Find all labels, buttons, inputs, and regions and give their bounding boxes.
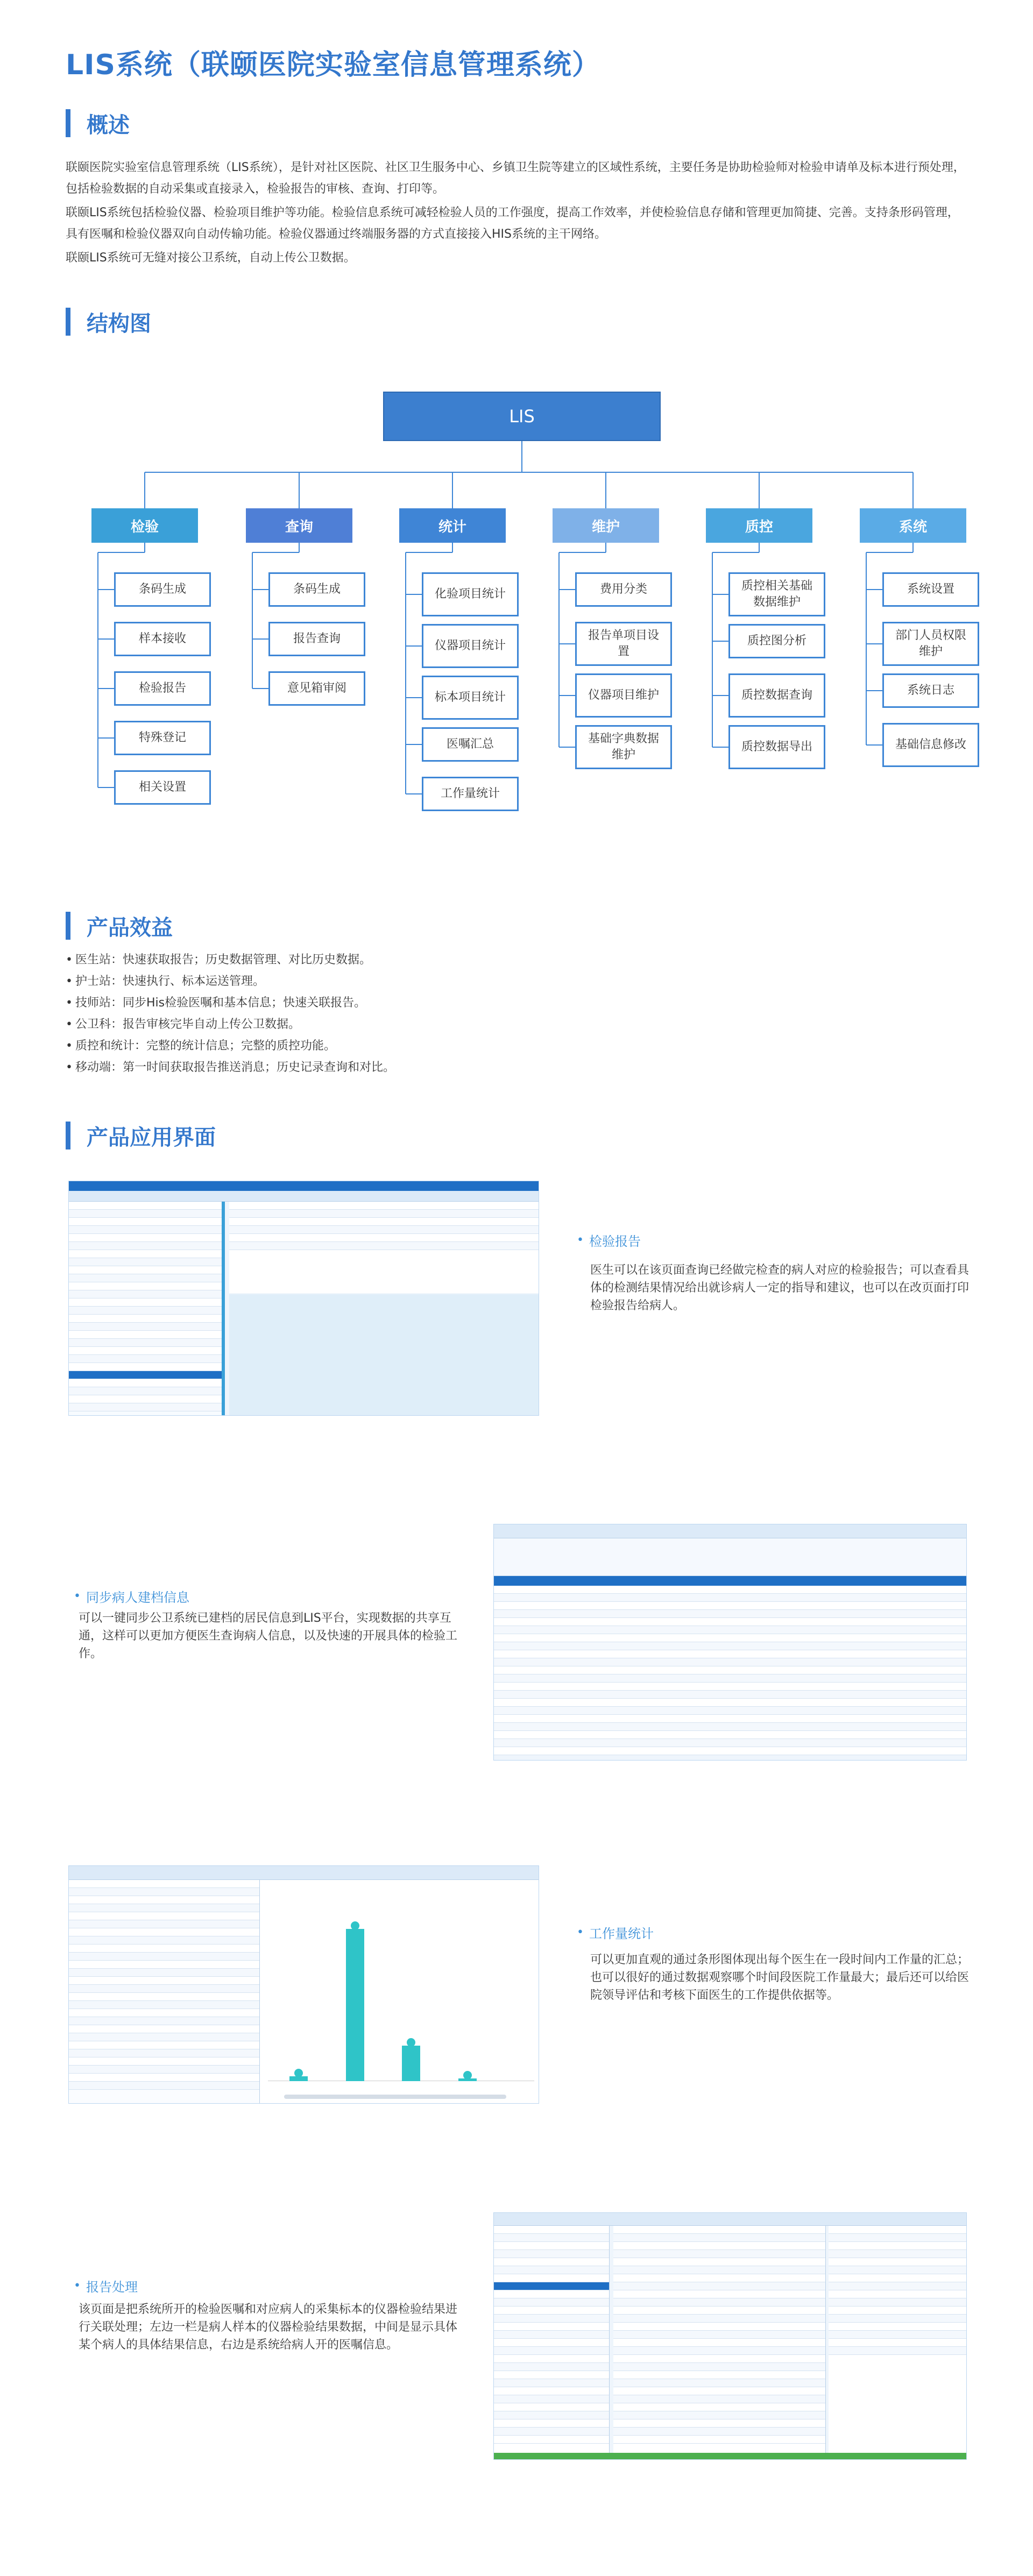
structure-leaf-5-3: 基础信息修改 [882,723,979,767]
table-row[interactable] [613,2266,825,2274]
table-row[interactable] [494,1723,966,1731]
table-row[interactable] [613,2347,825,2355]
table-row[interactable] [69,1928,259,1936]
table-row[interactable] [494,2323,609,2331]
table-row[interactable] [494,1658,966,1666]
structure-category-0: 检验 [91,508,198,543]
overview-heading [66,109,130,137]
feature-title-inspection-report [577,1231,641,1250]
table-row[interactable] [613,2307,825,2315]
workload-screenshot [68,1865,539,2104]
table-row[interactable] [69,1920,259,1928]
benefits-list [66,949,967,1078]
table-row[interactable] [829,2266,966,2274]
table-row[interactable] [69,1266,224,1274]
structure-leaf-2-3: 医嘱汇总 [422,727,519,762]
table-row[interactable] [829,2250,966,2258]
structure-leaf-4-0: 质控相关基础数据维护 [728,572,825,616]
table-row[interactable] [69,1904,259,1912]
table-row[interactable] [494,1747,966,1755]
table-row[interactable] [69,1395,224,1403]
table-row[interactable] [494,2274,609,2282]
table-row[interactable] [229,1202,539,1210]
table-row[interactable] [494,1618,966,1626]
table-row[interactable] [69,1274,224,1282]
structure-leaf-1-2: 意见箱审阅 [268,671,365,706]
table-row[interactable] [69,2082,259,2090]
overview-heading-text: 概述 [87,112,130,138]
table-row[interactable] [613,2274,825,2282]
table-row[interactable] [613,2419,825,2428]
table-row[interactable] [69,1969,259,1977]
structure-leaf-5-1: 部门人员权限维护 [882,622,979,666]
benefit-item: • 技师站：同步His检验医嘱和基本信息；快速关联报告。 [66,992,967,1014]
table-row[interactable] [69,2066,259,2074]
table-row[interactable] [494,1626,966,1634]
screenshot-result-panel [613,2226,826,2453]
structure-leaf-1-1: 报告查询 [268,622,365,656]
table-row[interactable] [69,1363,224,1371]
table-row[interactable] [829,2282,966,2290]
heading-accent-bar [66,912,70,940]
bullet-dot-icon: • [74,2279,81,2293]
feature-desc-workload: 可以更加直观的通过条形图体现出每个医生在一段时间内工作量的汇总；也可以很好的通过数据观察哪个时间段医院工作量最大；最后还可以给医院领导评估和考核下面医生的工作提供依据等。 [590,1953,970,2002]
table-row[interactable] [494,1674,966,1683]
table-row[interactable] [494,1739,966,1747]
table-row[interactable] [613,2355,825,2363]
table-row[interactable] [69,1945,259,1953]
table-row[interactable] [69,2074,259,2082]
feature-desc-report-processing: 该页面是把系统所开的检验医嘱和对应病人的采集标本的仪器检验结果进行关联处理；左边一栏是病人样本的仪器检验结果数据，中间是显示具体某个病人的具体结果信息，右边是系统给病人开的医嘱信息。 [79,2303,458,2352]
table-row[interactable] [494,2331,609,2339]
table-row[interactable] [494,2355,609,2363]
structure-leaf-3-2: 仪器项目维护 [575,673,672,718]
table-row[interactable] [494,2290,609,2298]
table-row[interactable] [69,1290,224,1298]
table-row[interactable] [613,2242,825,2250]
table-row[interactable] [613,2371,825,2379]
feature-desc-patient-sync: 可以一键同步公卫系统已建档的居民信息到LIS平台，实现数据的共享互通，这样可以更加方便医生查询病人信息，以及快速的开展具体的检验工作。 [79,1612,458,1660]
structure-leaf-1-0: 条码生成 [268,572,365,607]
table-row[interactable] [494,2363,609,2371]
screenshot-titlebar [69,1181,539,1191]
table-row[interactable] [494,1699,966,1707]
table-row[interactable] [494,1731,966,1739]
table-row[interactable] [494,1634,966,1642]
table-row[interactable] [613,2387,825,2395]
heading-accent-bar [66,308,70,336]
table-row[interactable] [494,1642,966,1650]
table-row[interactable] [613,2298,825,2307]
table-row[interactable] [69,1218,224,1226]
table-row[interactable] [494,1666,966,1674]
table-row[interactable] [69,1250,224,1258]
table-row[interactable] [69,2009,259,2017]
table-row[interactable] [69,1315,224,1323]
table-row[interactable] [494,2339,609,2347]
table-row[interactable] [229,1218,539,1226]
table-row[interactable] [494,1586,966,1594]
screenshot-sample-list [69,1202,225,1415]
structure-leaf-4-1: 质控图分析 [728,624,825,658]
table-row[interactable] [494,1594,966,1602]
structure-heading [66,308,151,336]
structure-leaf-2-0: 化验项目统计 [422,572,519,616]
table-row[interactable] [69,1307,224,1315]
table-row[interactable] [494,2234,609,2242]
page-title: LIS系统（联颐医院实验室信息管理系统） [66,49,600,81]
screenshot-toolbar [69,1191,539,1202]
patient-sync-screenshot [493,1524,967,1761]
table-row[interactable] [69,1387,224,1395]
table-row[interactable] [69,1323,224,1331]
structure-leaf-3-1: 报告单项目设置 [575,622,672,666]
table-row[interactable] [69,1242,224,1250]
screenshot-toolbar [494,1524,966,1538]
feature-title-workload [577,1923,654,1942]
table-row[interactable] [229,1210,539,1218]
feature-title-text: 报告处理 [86,2280,138,2295]
table-row[interactable] [829,2274,966,2282]
table-row[interactable] [613,2315,825,2323]
report-processing-screenshot [493,2212,967,2460]
table-row[interactable] [69,2017,259,2025]
table-row[interactable] [494,2395,609,2403]
table-row[interactable] [69,1371,224,1379]
screenshot-result-table [229,1202,539,1293]
feature-desc-inspection-report: 医生可以在该页面查询已经做完检查的病人对应的检验报告；可以查看具体的检测结果情况给出就诊病人一定的指导和建议，也可以在改页面打印检验报告给病人。 [590,1264,970,1312]
overview-paragraph-2: 联颐LIS系统包括检验仪器、检验项目维护等功能。检验信息系统可减轻检验人员的工作强度，提高工作效率，并使检验信息存储和管理更加简捷、完善。支持条形码管理，具有医嘱和检验仪器双向自动传输功能。检验仪器通过终端服务器的方式直接接入HIS系统的主干网络。 [66,206,959,241]
feature-title-text: 工作量统计 [589,1926,654,1941]
table-row[interactable] [69,2049,259,2057]
table-row[interactable] [829,2331,966,2339]
workload-bar-chart [268,1887,534,2092]
table-row[interactable] [613,2395,825,2403]
table-row[interactable] [69,2041,259,2049]
table-row[interactable] [613,2436,825,2444]
table-row[interactable] [69,1977,259,1985]
table-row[interactable] [613,2258,825,2266]
screenshot-tree-panel [69,1880,260,2103]
table-row[interactable] [69,1347,224,1355]
table-row[interactable] [69,1379,224,1387]
bullet-dot-icon: • [577,1233,584,1247]
table-row[interactable] [229,1226,539,1234]
bullet-dot-icon: • [577,1926,584,1939]
screenshot-sample-panel [494,2226,610,2459]
table-row[interactable] [69,1912,259,1920]
table-row[interactable] [69,1282,224,1290]
table-row[interactable] [69,1936,259,1945]
feature-title-patient-sync [74,1587,189,1606]
table-row[interactable] [494,2298,609,2307]
benefit-item: • 医生站：快速获取报告；历史数据管理、对比历史数据。 [66,949,967,971]
table-row[interactable] [494,2403,609,2411]
structure-leaf-3-3: 基础字典数据维护 [575,725,672,769]
screenshot-filter-panel [494,1538,966,1576]
table-row[interactable] [829,2339,966,2347]
interfaces-heading [66,1122,216,1149]
table-row[interactable] [69,1331,224,1339]
table-row[interactable] [494,1610,966,1618]
table-row[interactable] [494,1602,966,1610]
benefit-item: • 公卫科：报告审核完毕自动上传公卫数据。 [66,1014,967,1035]
table-row[interactable] [494,2258,609,2266]
chart-data-marker [294,2069,303,2077]
table-row[interactable] [494,2242,609,2250]
table-row[interactable] [494,2387,609,2395]
table-row[interactable] [494,2379,609,2387]
table-row[interactable] [229,1242,539,1250]
table-row[interactable] [829,2323,966,2331]
table-row[interactable] [613,2290,825,2298]
structure-category-1: 查询 [246,508,352,543]
structure-leaf-0-2: 检验报告 [114,671,211,706]
table-row[interactable] [69,2025,259,2033]
structure-root-node: LIS [383,392,661,441]
table-row[interactable] [613,2250,825,2258]
benefit-item: • 质控和统计：完整的统计信息；完整的质控功能。 [66,1035,967,1057]
table-row[interactable] [494,1650,966,1658]
table-row[interactable] [613,2234,825,2242]
structure-leaf-0-4: 相关设置 [114,770,211,805]
chart-scrollbar[interactable] [284,2095,506,2099]
table-row[interactable] [829,2290,966,2298]
table-row[interactable] [829,2315,966,2323]
table-row[interactable] [69,1993,259,2001]
table-row[interactable] [69,1258,224,1266]
table-row[interactable] [69,1202,224,1210]
table-row[interactable] [494,1691,966,1699]
structure-leaf-2-1: 仪器项目统计 [422,624,519,668]
overview-paragraph-3: 联颐LIS系统可无缝对接公卫系统，自动上传公卫数据。 [66,251,356,265]
table-row[interactable] [69,2033,259,2041]
benefits-heading [66,912,173,940]
table-row[interactable] [613,2411,825,2419]
table-row[interactable] [613,2282,825,2290]
structure-category-3: 维护 [553,508,659,543]
structure-leaf-0-0: 条码生成 [114,572,211,607]
structure-leaf-2-4: 工作量统计 [422,777,519,811]
screenshot-toolbar [69,1866,539,1880]
table-row[interactable] [494,2371,609,2379]
table-row[interactable] [829,2347,966,2355]
table-row[interactable] [494,2226,609,2234]
screenshot-status-bar [494,2453,966,2459]
overview-paragraph-1: 联颐医院实验室信息管理系统（LIS系统），是针对社区医院、社区卫生服务中心、乡镇卫生院等建立的区域性系统，主要任务是协助检验师对检验申请单及标本进行预处理，包括检验数据的自动采集或直接录入，检验报告的审核、查询、打印等。 [66,161,965,196]
screenshot-blank-area [229,1294,539,1415]
chart-data-marker [463,2071,472,2080]
table-row[interactable] [69,1888,259,1896]
table-row[interactable] [69,2001,259,2009]
benefit-item: • 护士站：快速执行、标本运送管理。 [66,971,967,992]
table-row[interactable] [613,2428,825,2436]
interfaces-heading-text: 产品应用界面 [87,1125,216,1150]
benefits-heading-text: 产品效益 [87,915,173,940]
structure-leaf-0-1: 样本接收 [114,622,211,656]
table-row[interactable] [829,2258,966,2266]
table-row[interactable] [494,2250,609,2258]
table-row[interactable] [494,1683,966,1691]
heading-accent-bar [66,109,70,137]
table-row[interactable] [494,2315,609,2323]
structure-category-5: 系统 [860,508,966,543]
screenshot-table-body [494,1586,966,1755]
screenshot-table-header [494,1576,966,1586]
structure-leaf-5-2: 系统日志 [882,673,979,708]
chart-bar[interactable] [402,2046,420,2081]
table-row[interactable] [494,1707,966,1715]
table-row[interactable] [229,1234,539,1242]
table-row[interactable] [69,1880,259,1888]
structure-heading-text: 结构图 [87,311,151,336]
table-row[interactable] [829,2298,966,2307]
table-row[interactable] [829,2242,966,2250]
table-row[interactable] [494,2266,609,2274]
table-row[interactable] [69,1355,224,1363]
bullet-dot-icon: • [74,1589,81,1603]
structure-category-4: 质控 [706,508,812,543]
structure-leaf-3-0: 费用分类 [575,572,672,607]
table-row[interactable] [69,1896,259,1904]
table-row[interactable] [613,2379,825,2387]
table-row[interactable] [613,2363,825,2371]
table-row[interactable] [69,1234,224,1242]
table-row[interactable] [69,2057,259,2066]
table-row[interactable] [613,2331,825,2339]
table-row[interactable] [494,2307,609,2315]
page-wrapper [66,0,970,2576]
screenshot-toolbar [494,2213,966,2226]
inspection-report-screenshot [68,1181,539,1416]
structure-diagram [66,371,967,855]
screenshot-order-panel [829,2226,966,2453]
table-row[interactable] [613,2226,825,2234]
chart-data-marker [407,2038,415,2047]
table-row[interactable] [69,1403,224,1411]
table-row[interactable] [69,1210,224,1218]
table-row[interactable] [829,2307,966,2315]
table-row[interactable] [494,1715,966,1723]
structure-leaf-0-3: 特殊登记 [114,721,211,755]
chart-bar[interactable] [346,1929,364,2081]
structure-leaf-4-3: 质控数据导出 [728,725,825,769]
table-row[interactable] [613,2403,825,2411]
table-row[interactable] [613,2339,825,2347]
table-row[interactable] [494,2282,609,2290]
table-row[interactable] [494,2419,609,2428]
table-row[interactable] [69,1953,259,1961]
table-row[interactable] [69,1226,224,1234]
structure-leaf-2-2: 标本项目统计 [422,676,519,720]
table-row[interactable] [69,1339,224,1347]
feature-title-text: 检验报告 [589,1234,641,1249]
table-row[interactable] [613,2323,825,2331]
table-row[interactable] [69,1961,259,1969]
structure-leaf-5-0: 系统设置 [882,572,979,607]
table-row[interactable] [829,2234,966,2242]
structure-leaf-4-2: 质控数据查询 [728,673,825,718]
table-row[interactable] [494,2411,609,2419]
structure-category-2: 统计 [399,508,506,543]
heading-accent-bar [66,1122,70,1149]
chart-data-marker [351,1921,359,1930]
table-row[interactable] [69,1985,259,1993]
table-row[interactable] [494,2428,609,2436]
table-row[interactable] [69,1298,224,1307]
feature-title-text: 同步病人建档信息 [86,1590,189,1605]
table-row[interactable] [829,2226,966,2234]
feature-title-report-processing [74,2276,138,2295]
benefit-item: • 移动端：第一时间获取报告推送消息；历史记录查询和对比。 [66,1057,967,1078]
screenshot-splitter [222,1202,225,1415]
table-row[interactable] [494,2436,609,2444]
table-row[interactable] [494,2347,609,2355]
